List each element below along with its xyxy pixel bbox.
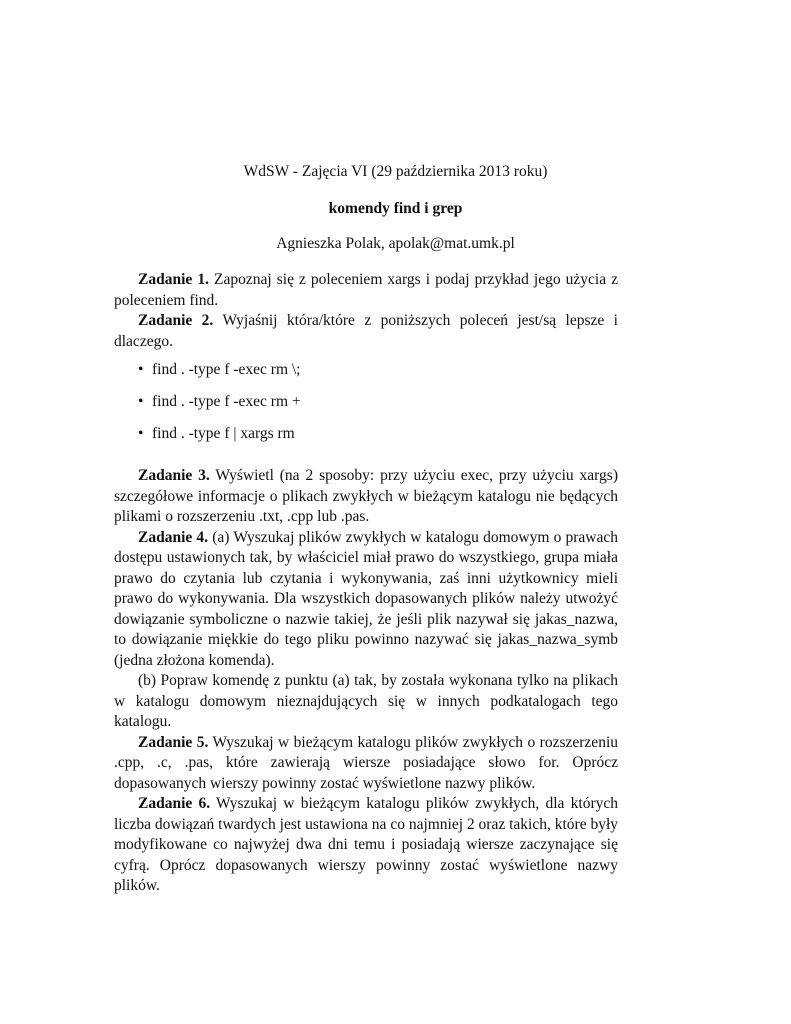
- task-4-label: Zadanie 4.: [138, 528, 209, 546]
- task-4a-text: (a) Wyszukaj plików zwykłych w katalogu domowym o prawach dostępu ustawionych tak, by właściciel miał prawo do wszystkiego, grupa miała prawo do czytania lub czytania i wykonywania, zaś inni użytkownicy mieli prawo do wykonywania. Dla wszystkich dopasowanych plików należy utwożyć dowiązanie symboliczne o nazwie takiej, że jeśli plik nazywał się jakas_nazwa, to dowiązanie miękkie do tego pliku powinno nazywać się jakas_nazwa_symb (jedna złożona komenda).: [114, 528, 618, 669]
- task-3-label: Zadanie 3.: [138, 467, 210, 484]
- task-3-text: Wyświetl (na 2 sposoby: przy użyciu exec, przy użyciu xargs) szczegółowe informacje o plikach zwykłych w bieżącym katalogu nie będących plikami o rozszerzeniu .txt, .cpp lub .pas.: [114, 467, 618, 525]
- task-4b-text: (b) Popraw komendę z punktu (a) tak, by została wykonana tylko na plikach w katalogu domowym nieznajdujących się w innych podkatalogach tego katalogu.: [114, 672, 618, 730]
- task-2-text: Wyjaśnij która/które z poniższych poleceń jest/są lepsze i dlaczego.: [114, 312, 618, 350]
- command-text: find . -type f -exec rm \;: [152, 361, 301, 378]
- page-subtitle: komendy find i grep: [328, 200, 463, 217]
- bullet-icon: •: [138, 393, 144, 410]
- list-item: [114, 392, 618, 424]
- task-5-text: Wyszukaj w bieżącym katalogu plików zwykłych o rozszerzeniu .cpp, .c, .pas, które zawierają wiersze posiadające słowo for. Oprócz dopasowanych wierszy powinny zostać wyświetlone nazwy plików.: [114, 733, 618, 792]
- task-6: [114, 794, 618, 897]
- task-2: [114, 311, 618, 352]
- task-1: [114, 270, 618, 311]
- task-1-label: Zadanie 1.: [138, 271, 209, 288]
- task-3: [114, 466, 618, 528]
- page-title: WdSW - Zajęcia VI (29 października 2013 roku): [243, 163, 548, 180]
- bullet-icon: •: [138, 425, 144, 442]
- task-6-label: Zadanie 6.: [138, 795, 211, 812]
- author-line: Agnieszka Polak, apolak@mat.umk.pl: [276, 235, 515, 252]
- task-2-label: Zadanie 2.: [138, 312, 214, 329]
- document-body: [114, 270, 618, 897]
- bullet-icon: •: [138, 361, 144, 378]
- task-6-text: Wyszukaj w bieżącym katalogu plików zwykłych, dla których liczba dowiązań twardych jest ustawiona na co najmniej 2 oraz takich, które były modyfikowane co najwyżej dwa dni temu i posiadają wiersze zaczynające się cyfrą. Oprócz dopasowanych wierszy powinny zostać wyświetlone nazwy plików.: [114, 795, 618, 894]
- list-item: [114, 424, 618, 456]
- task-4b: [114, 671, 618, 733]
- task-5: [114, 733, 618, 795]
- task-5-label: Zadanie 5.: [138, 733, 209, 751]
- task-1-text: Zapoznaj się z poleceniem xargs i podaj przykład jego użycia z poleceniem find.: [114, 271, 619, 309]
- task-2-command-list: [114, 360, 618, 456]
- task-4a: [114, 528, 618, 672]
- command-text: find . -type f | xargs rm: [152, 425, 295, 442]
- list-item: [114, 360, 618, 392]
- command-text: find . -type f -exec rm +: [152, 393, 301, 410]
